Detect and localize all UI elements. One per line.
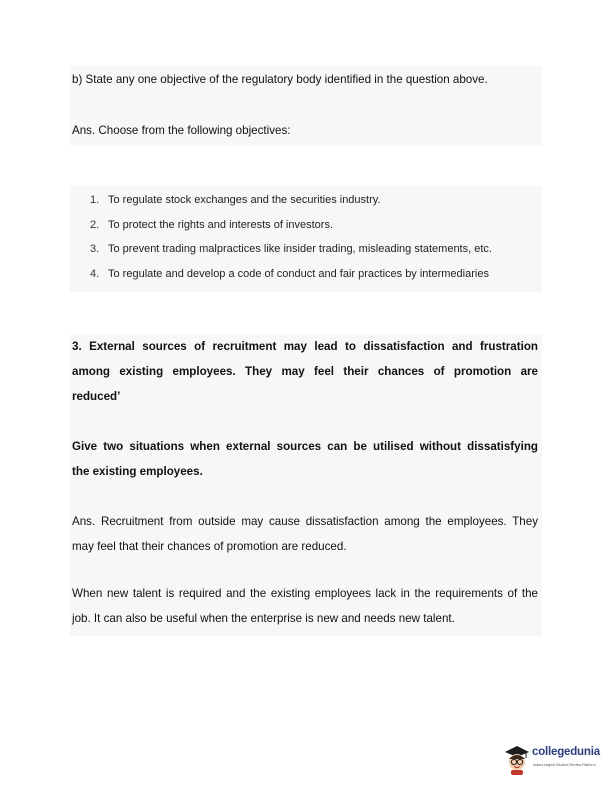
- list-item-number: 3.: [90, 243, 100, 255]
- logo-wordmark: collegedunia: [532, 746, 600, 758]
- list-item-text: To regulate and develop a code of conduct and fair practices by intermediaries: [108, 268, 489, 280]
- q3-situation-line-2: job. It can also be useful when the enterprise is new and needs new talent.: [72, 612, 455, 625]
- part-b-question: b) State any one objective of the regulatory body identified in the question above.: [72, 73, 488, 86]
- list-item-text: To prevent trading malpractices like insider trading, misleading statements, etc.: [108, 243, 492, 255]
- list-item-number: 2.: [90, 219, 100, 231]
- q3-prompt-line-1: Give two situations when external sources can be utilised without dissatisfying: [72, 440, 538, 453]
- q3-answer-line-2: may feel that their chances of promotion are reduced.: [72, 540, 347, 553]
- list-item-number: 1.: [90, 194, 100, 206]
- list-item-text: To protect the rights and interests of investors.: [108, 219, 334, 231]
- collegedunia-logo: [502, 743, 612, 777]
- q3-statement-line-2: among existing employees. They may feel their chances of promotion are: [72, 365, 538, 378]
- q3-statement-line-1: 3. External sources of recruitment may lead to dissatisfaction and frustration: [72, 340, 538, 353]
- q3-answer-line-1: Ans. Recruitment from outside may cause dissatisfaction among the employees. They: [72, 515, 538, 528]
- list-item-text: To regulate stock exchanges and the securities industry.: [108, 194, 381, 206]
- part-b-answer-intro: Ans. Choose from the following objectives:: [72, 124, 291, 137]
- q3-situation-line-1: When new talent is required and the existing employees lack in the requirements of the: [72, 587, 538, 600]
- q3-prompt-line-2: the existing employees.: [72, 465, 203, 478]
- student-mascot-icon: [502, 743, 532, 775]
- q3-statement-line-3: reduced’: [72, 390, 121, 403]
- logo-tagline: India's largest Student Review Platform: [533, 763, 596, 767]
- list-item-number: 4.: [90, 268, 100, 280]
